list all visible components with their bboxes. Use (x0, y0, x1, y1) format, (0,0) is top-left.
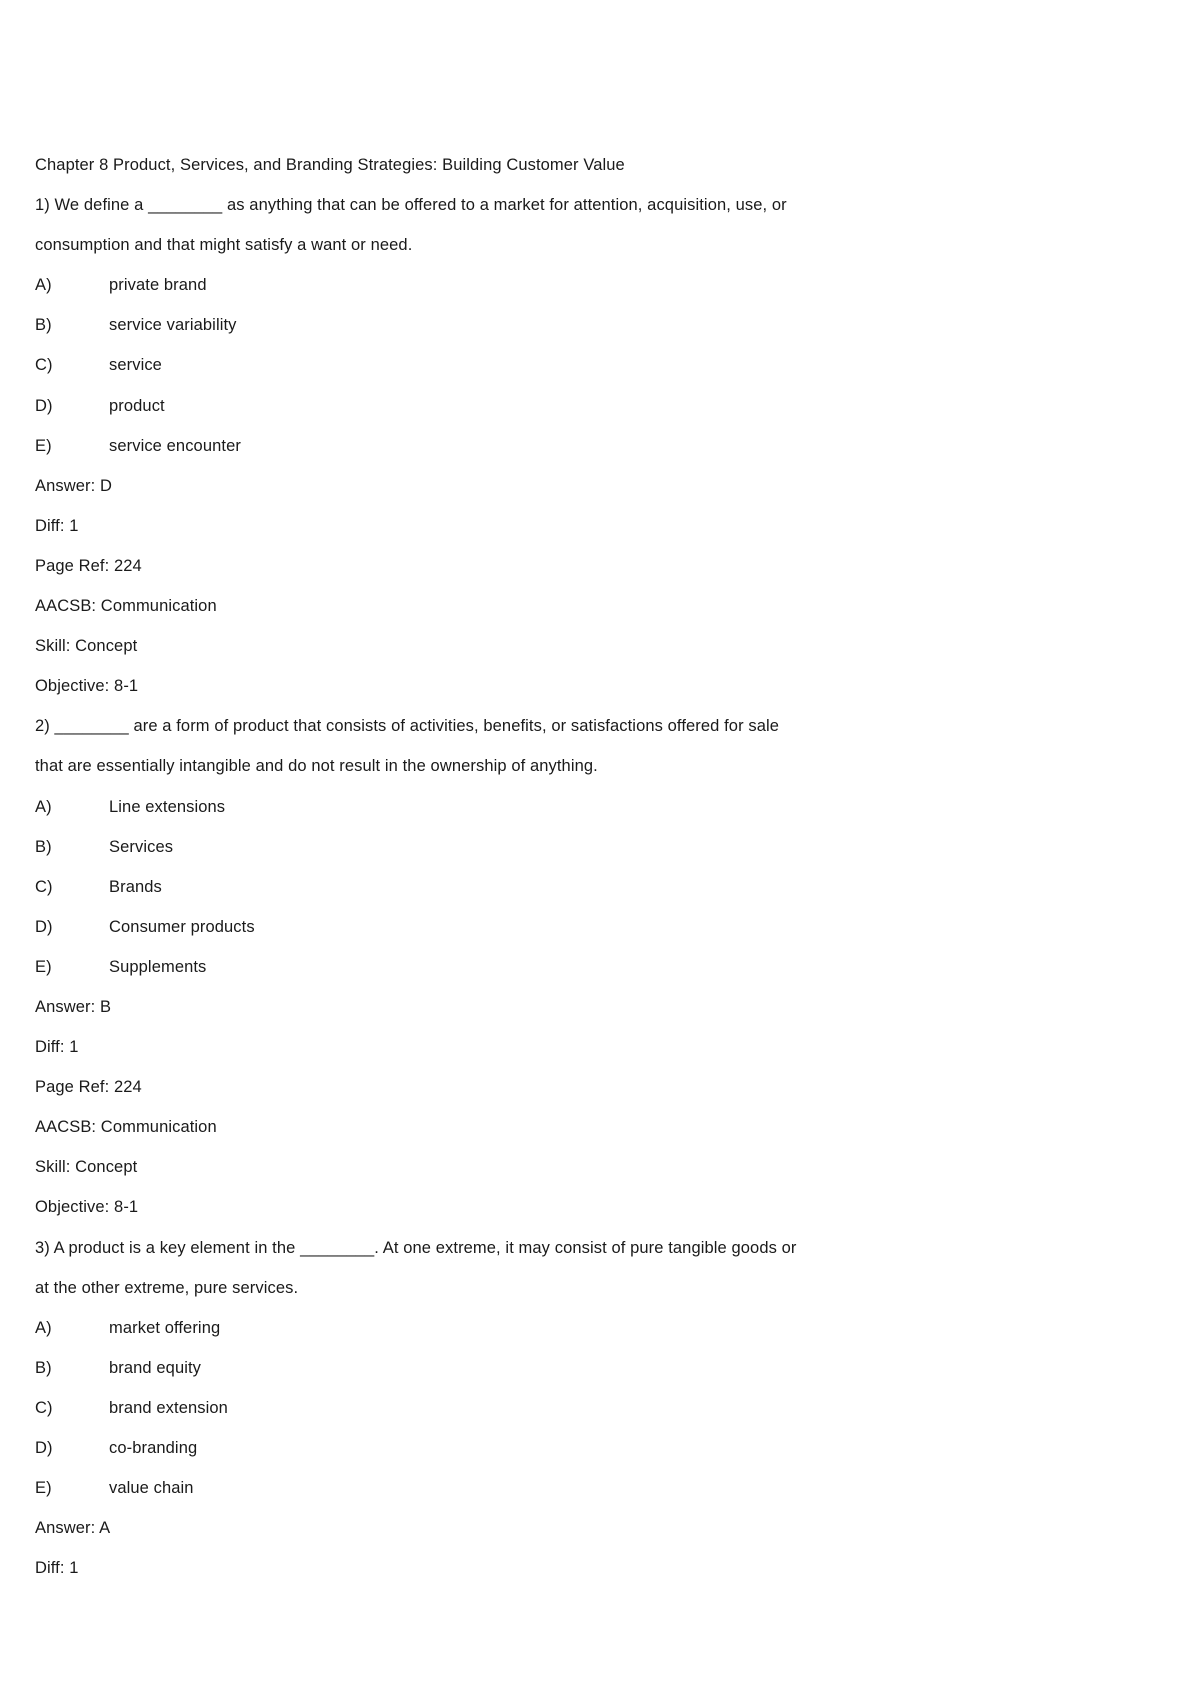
option-text: brand extension (109, 1398, 228, 1417)
option-text: co-branding (109, 1439, 198, 1457)
question-1-stem-line-2: consumption and that might satisfy a want or need. (35, 236, 413, 255)
question-1-skill: Skill: Concept (35, 637, 138, 656)
question-1-option-d (35, 396, 1135, 436)
question-2-option-a (35, 797, 1135, 837)
question-2-skill: Skill: Concept (35, 1158, 138, 1177)
question-1-option-a (35, 275, 1135, 315)
question-2-stem-line-1: 2) ________ are a form of product that consists of activities, benefits, or satisfactions offered for sale (35, 717, 780, 736)
question-2-option-c (35, 877, 1135, 917)
option-text: Brands (109, 877, 162, 896)
question-1-objective: Objective: 8-1 (35, 677, 139, 696)
option-letter: B) (35, 1358, 52, 1377)
question-3-option-c (35, 1398, 1135, 1438)
question-3-stem-line-2: at the other extreme, pure services. (35, 1278, 299, 1297)
question-2-stem-line-2: that are essentially intangible and do not result in the ownership of anything. (35, 757, 598, 776)
option-letter: A) (35, 276, 52, 295)
question-3-option-a (35, 1318, 1135, 1358)
option-text: private brand (109, 276, 207, 295)
question-3-option-b (35, 1358, 1135, 1398)
question-2-option-e (35, 957, 1135, 997)
option-text: Services (109, 837, 174, 856)
option-letter: C) (35, 356, 53, 375)
question-1-answer: Answer: D (35, 476, 113, 495)
option-letter: C) (35, 1398, 53, 1417)
option-letter: A) (35, 797, 52, 816)
question-1-diff: Diff: 1 (35, 516, 79, 535)
question-1-page-ref: Page Ref: 224 (35, 556, 142, 575)
option-letter: B) (35, 837, 52, 856)
question-1-stem-line-1: 1) We define a ________ as anything that can be offered to a market for attention, acquisition, use, or (35, 196, 787, 215)
option-text: market offering (109, 1318, 221, 1337)
option-text: Supplements (109, 957, 207, 976)
question-1-aacsb: AACSB: Communication (35, 597, 217, 616)
question-2-option-d (35, 917, 1135, 957)
question-3-stem-line-1: 3) A product is a key element in the ________. At one extreme, it may consist of pure tangible goods or (35, 1238, 797, 1257)
question-3-option-d (35, 1438, 1135, 1478)
option-letter: E) (35, 1479, 52, 1498)
question-2-answer: Answer: B (35, 997, 112, 1016)
option-text: service (109, 356, 162, 375)
option-letter: D) (35, 396, 53, 415)
document-content (35, 155, 1135, 1598)
question-2-aacsb: AACSB: Communication (35, 1118, 217, 1137)
option-text: Consumer products (109, 917, 255, 936)
question-2-page-ref: Page Ref: 224 (35, 1078, 142, 1097)
option-letter: D) (35, 1439, 53, 1457)
option-letter: D) (35, 917, 53, 936)
option-text: value chain (109, 1479, 194, 1498)
chapter-title: Chapter 8 Product, Services, and Branding Strategies: Building Customer Value (35, 156, 625, 174)
question-1-option-b (35, 315, 1135, 355)
question-2-option-b (35, 837, 1135, 877)
option-letter: E) (35, 957, 52, 976)
option-letter: C) (35, 877, 53, 896)
option-text: brand equity (109, 1358, 202, 1377)
question-2-diff: Diff: 1 (35, 1038, 79, 1057)
option-letter: A) (35, 1318, 52, 1337)
question-2-objective: Objective: 8-1 (35, 1198, 139, 1217)
question-3-diff: Diff: 1 (35, 1559, 79, 1578)
option-text: service variability (109, 316, 237, 335)
question-3-answer: Answer: A (35, 1519, 111, 1538)
question-1-option-e (35, 436, 1135, 476)
question-1-option-c (35, 355, 1135, 395)
option-text: product (109, 396, 165, 415)
option-text: Line extensions (109, 797, 226, 816)
option-text: service encounter (109, 436, 241, 455)
option-letter: E) (35, 436, 52, 455)
question-3-option-e (35, 1478, 1135, 1518)
option-letter: B) (35, 316, 52, 335)
